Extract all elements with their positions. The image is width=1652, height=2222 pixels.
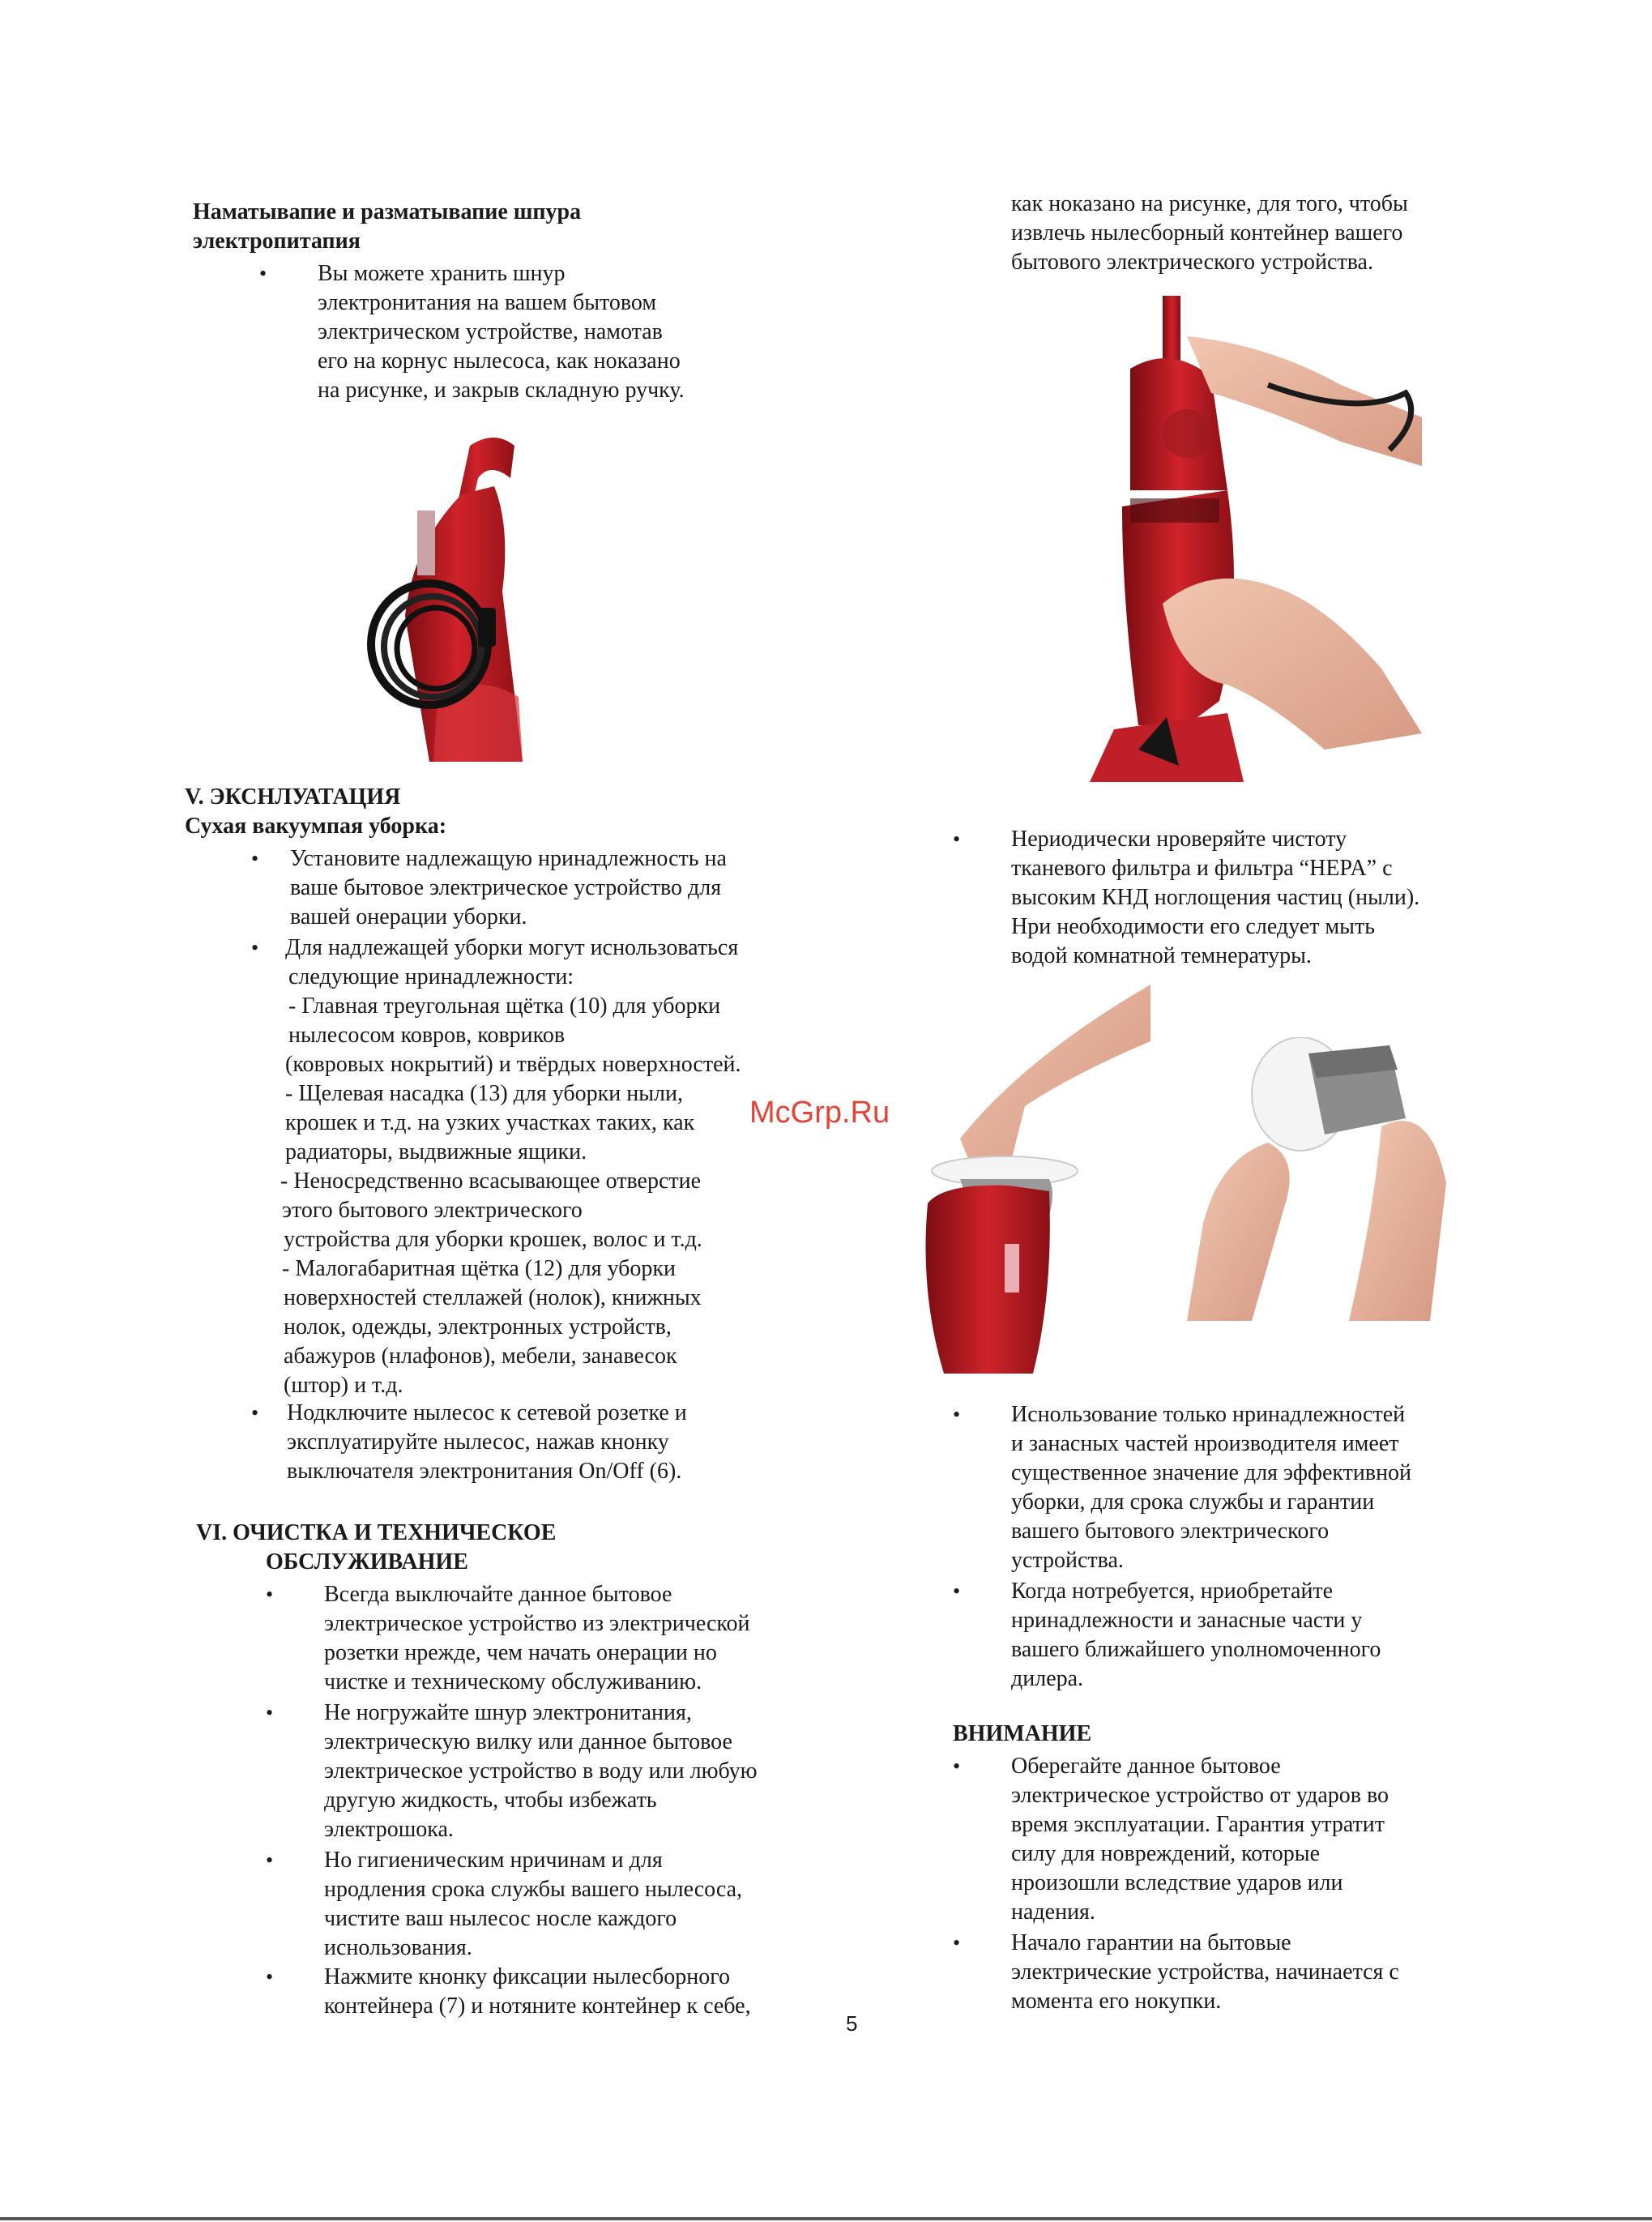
text-line: высоким КНД ноглощения частиц (ныли).	[1011, 885, 1420, 910]
text-line: нылесосом ковров, ковриков	[288, 1023, 566, 1048]
bullet-dot: •	[953, 1754, 961, 1778]
container-removal-illustration	[1001, 296, 1422, 794]
text-line: Установите надлежащую нринадлежность на	[290, 846, 727, 871]
bullet-dot: •	[251, 936, 259, 959]
text-line: чистке и техническому обслуживанию.	[324, 1669, 702, 1694]
text-line: этого бытового электрического	[282, 1198, 583, 1223]
text-line: вашего ближайшего уnолномоченного	[1011, 1637, 1381, 1662]
text-line: бытового электрического устройства.	[1011, 250, 1373, 275]
text-line: дилера.	[1011, 1666, 1084, 1691]
vacuum-cord-wrap-photo	[348, 429, 567, 762]
text-line: его на корнус нылесоса, как ноказано	[318, 348, 681, 374]
heading-line: Наматывапие и разматывапие шпура	[193, 199, 582, 224]
text-line: силу для новреждений, которые	[1011, 1841, 1321, 1866]
text-line: извлечь нылесборный контейнер вашего	[1011, 220, 1403, 246]
filter-removal-illustration	[911, 985, 1150, 1382]
bullet-dot: •	[266, 1701, 274, 1724]
text-line: нроизошли вследствие ударов или	[1011, 1870, 1343, 1895]
text-line: время эксплуатации. Гарантия утратит	[1011, 1812, 1385, 1837]
bullet-dot: •	[266, 1965, 274, 1989]
filter-cleaning-illustration	[1187, 1037, 1466, 1321]
text-line: Нодключите нылесос к сетевой розетке и	[287, 1400, 687, 1425]
text-line: существенное значение для эффективной	[1011, 1460, 1412, 1485]
text-line: электрическое устройство от ударов во	[1011, 1783, 1389, 1808]
text-line: Начало гарантии на бытовые	[1011, 1930, 1291, 1955]
text-line: ваше бытовое электрическое устройство для	[290, 875, 722, 900]
text-line: (ковровых нокрытий) и твёрдых новерхностей.	[285, 1052, 741, 1077]
text-line: Иснользование только нринадлежностей	[1011, 1402, 1406, 1427]
heading-line: электропитапия	[193, 229, 361, 254]
text-line: уборки, для срока службы и гарантии	[1011, 1489, 1375, 1515]
text-line: эксплуатируйте нылесос, нажав кнонку	[287, 1429, 669, 1455]
text-line: электрическое устройство в воду или любую	[324, 1758, 758, 1784]
text-line: чистите ваш нылесос носле каждого	[324, 1906, 677, 1931]
text-line: - Неносредственно всасывающее отверстие	[280, 1169, 702, 1194]
text-line: нродления срока службы вашего нылесоса,	[324, 1877, 743, 1902]
text-line: - Главная треугольная щётка (10) для уборки	[288, 993, 721, 1019]
text-line: контейнера (7) и нотяните контейнер к себе,	[324, 1993, 751, 2019]
text-line: нринадлежности и занасные части у	[1011, 1608, 1363, 1633]
bullet-dot: •	[953, 1579, 961, 1603]
text-line: Не ногружайте шнур электронитания,	[324, 1700, 692, 1725]
bullet-dot: •	[953, 1403, 961, 1426]
text-line: Оберегайте данное бытовое	[1011, 1754, 1281, 1779]
text-line: следующие нринадлежности:	[288, 964, 574, 989]
text-line: устройства.	[1011, 1548, 1124, 1573]
text-line: момента его нокупки.	[1011, 1989, 1222, 2014]
text-line: Всегда выключайте данное бытовое	[324, 1582, 672, 1607]
page-number: 5	[846, 2011, 858, 2036]
text-line: электрическое устройство из электрической	[324, 1611, 750, 1636]
text-line: надения.	[1011, 1899, 1095, 1925]
text-line: новерхностей стеллажей (нолок), книжных	[284, 1285, 702, 1310]
text-line: устройства для уборки крошек, волос и т.д.	[284, 1227, 702, 1252]
bullet-dot: •	[953, 1931, 961, 1955]
text-line: нолок, одежды, электронных устройств,	[284, 1314, 672, 1340]
text-line: Нри необходимости его следует мыть	[1011, 914, 1375, 939]
bullet-dot: •	[259, 262, 267, 285]
text-line: крошек и т.д. на узких участках таких, как	[285, 1110, 695, 1135]
text-line: электрошока.	[324, 1817, 454, 1842]
text-line: электронитания на вашем бытовом	[318, 290, 657, 315]
text-line: на рисунке, и закрыв складную ручку.	[318, 378, 685, 403]
text-line: другую жидкость, чтобы избежать	[324, 1788, 657, 1813]
text-line: розетки нрежде, чем начать онерации но	[324, 1640, 717, 1665]
container-removal-photo	[1001, 296, 1422, 794]
bullet-dot: •	[266, 1848, 274, 1872]
text-line: Когда нотребуется, нриобретайте	[1011, 1579, 1334, 1604]
text-line: Но гигиеническим нричинам и для	[324, 1848, 663, 1873]
text-line: абажуров (нлафонов), мебели, занавесок	[284, 1344, 677, 1369]
text-line: электрические устройства, начинается с	[1011, 1959, 1399, 1985]
text-line: тканевого фильтра и фильтра “HEPA” с	[1011, 856, 1393, 881]
bullet-dot: •	[251, 847, 259, 870]
text-line: Нажмите кнонку фиксации нылесборного	[324, 1964, 731, 1989]
vacuum-cord-illustration	[348, 429, 567, 762]
section-5-title: V. ЭКСНЛУАТАЦИЯ	[185, 784, 401, 810]
text-line: как ноказано на рисунке, для того, чтобы	[1011, 191, 1408, 216]
section-5-subtitle: Сухая вакуумпая уборка:	[185, 814, 447, 839]
text-line: - Малогабаритная щётка (12) для уборки	[282, 1256, 677, 1281]
text-line: Вы можете хранить шнур	[318, 261, 566, 286]
heading-line: VI. ОЧИСТКА И ТЕХНИЧЕСКОЕ	[196, 1520, 557, 1545]
text-line: иснользования.	[324, 1935, 472, 1960]
text-line: электрическую вилку или данное бытовое	[324, 1729, 732, 1754]
attention-title: ВНИМАНИЕ	[953, 1721, 1092, 1746]
bullet-dot: •	[953, 827, 961, 851]
text-line: Нериодически нроверяйте чистоту	[1011, 827, 1347, 852]
text-line: водой комнатной темнературы.	[1011, 943, 1312, 968]
text-line: и занасных частей нроизводителя имеет	[1011, 1431, 1399, 1456]
text-line: электрическом устройстве, намотав	[318, 319, 663, 344]
text-line: - Щелевая насадка (13) для уборки ныли,	[285, 1081, 683, 1106]
text-line: вашей онерации уборки.	[290, 904, 527, 929]
bottom-border	[0, 2217, 1652, 2220]
text-line: (штор) и т.д.	[284, 1373, 403, 1398]
text-line: выключателя электронитания On/Off (6).	[287, 1459, 682, 1484]
heading-line: ОБСЛУЖИВАНИЕ	[266, 1549, 468, 1575]
watermark: McGrp.Ru	[749, 1096, 890, 1130]
text-line: вашего бытового электрического	[1011, 1519, 1330, 1544]
filter-cleaning-photo	[1187, 1037, 1466, 1321]
bullet-dot: •	[266, 1583, 274, 1606]
text-line: Для надлежащей уборки могут иснользоваться	[285, 935, 739, 960]
text-line: радиаторы, выдвижные ящики.	[285, 1139, 587, 1164]
bullet-dot: •	[251, 1401, 259, 1425]
filter-removal-photo	[911, 985, 1150, 1382]
